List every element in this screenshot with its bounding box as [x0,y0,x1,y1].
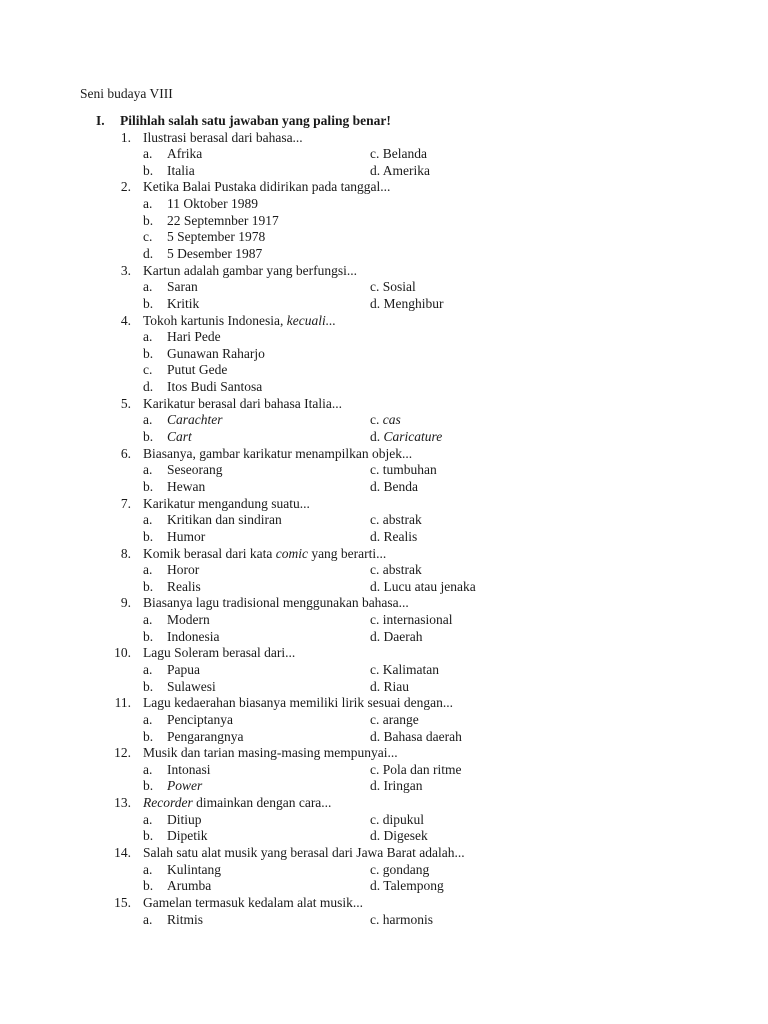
question-text-part: yang berarti... [307,545,387,561]
option-letter: b. [143,345,154,361]
question-row [0,446,768,463]
option-letter: b. [143,828,154,844]
question-item [0,695,768,745]
option-row [0,379,768,396]
option-text-part: Ditiup [167,811,202,827]
question-text [143,263,357,280]
option-text-part: Hari Pede [167,329,221,345]
option-text-part: Daerah [383,628,423,644]
option-row [0,579,768,596]
option-letter: d. [370,678,381,694]
option-letter: b. [143,578,154,594]
question-text-part: Kartun adalah gambar yang berfungsi... [143,262,358,278]
option-right [370,279,416,296]
option-row [0,146,768,163]
option-text [167,778,202,795]
option-letter: d. [370,728,381,744]
option-row [0,279,768,296]
option-text-part: Hewan [167,478,206,494]
option-text [167,679,216,696]
option-text [167,163,195,180]
option-row [0,729,768,746]
option-letter: a. [143,861,153,877]
option-right [370,529,417,546]
option-text [167,529,205,546]
option-text-part: Digesek [383,828,428,844]
option-text-part: Sosial [382,279,416,295]
option-letter: c. [370,512,380,528]
option-letter: c. [370,412,380,428]
option-text-part: 5 Desember 1987 [167,245,263,261]
option-right [370,712,419,729]
option-text [167,912,203,929]
option-text-part: Italia [167,162,195,178]
option-text [167,612,210,629]
question-row [0,895,768,912]
question-text-part: Musik dan tarian masing-masing mempunyai... [143,745,398,761]
option-text-part: Amerika [382,162,430,178]
question-text-part: kecuali... [286,312,336,328]
option-text [167,512,282,529]
option-letter: d. [143,245,154,261]
option-letter: d. [370,878,381,894]
option-letter: d. [370,528,381,544]
option-text-part: 11 Oktober 1989 [167,196,258,212]
option-letter: d. [370,295,381,311]
question-row [0,130,768,147]
option-letter: a. [143,761,153,777]
question-text-part: dimainkan dengan cara... [192,795,332,811]
question-item [0,179,768,262]
option-letter: b. [143,212,154,228]
option-row [0,662,768,679]
option-text-part: Arumba [167,878,212,894]
question-item [0,546,768,596]
option-text-part: abstrak [382,562,422,578]
question-row [0,845,768,862]
option-letter: c. [370,761,380,777]
option-text-part: internasional [382,612,453,628]
option-text [167,229,265,246]
question-text [143,313,336,330]
question-item [0,845,768,895]
option-letter: b. [143,478,154,494]
option-row [0,479,768,496]
option-letter: c. [143,362,153,378]
question-text [143,179,390,196]
option-row [0,296,768,313]
question-number: 10. [114,645,131,661]
option-letter: b. [143,778,154,794]
question-text-part: Komik berasal dari kata [143,545,276,561]
option-text-part: Riau [383,678,409,694]
option-row [0,346,768,363]
option-letter: a. [143,911,153,927]
question-text-part: Biasanya lagu tradisional menggunakan bahasa... [143,595,409,611]
option-letter: d. [370,628,381,644]
option-text-part: cas [382,412,401,428]
option-text-part: Modern [167,612,210,628]
option-text-part: Gunawan Raharjo [167,345,265,361]
option-text-part: Menghibur [383,295,444,311]
question-number: 15. [114,894,131,910]
option-row [0,462,768,479]
question-item [0,446,768,496]
option-letter: c. [370,861,380,877]
option-text-part: Kritikan dan sindiran [167,512,282,528]
option-letter: d. [370,778,381,794]
option-text [167,762,211,779]
question-text-part: Lagu kedaerahan biasanya memiliki lirik sesuai dengan... [143,695,454,711]
option-right [370,412,401,429]
question-text-part: Ketika Balai Pustaka didirikan pada tanggal... [143,179,391,195]
option-right [370,812,424,829]
option-right [370,163,430,180]
question-item [0,130,768,180]
question-number: 8. [120,545,131,561]
question-row [0,695,768,712]
question-item [0,795,768,845]
option-text-part: abstrak [382,512,422,528]
option-row [0,629,768,646]
option-row [0,429,768,446]
option-right [370,662,439,679]
question-text [143,446,412,463]
option-text-part: Belanda [382,146,427,162]
option-text-part: Intonasi [167,761,211,777]
page-title: Seni budaya VIII [80,86,173,101]
question-text [143,496,310,513]
option-text [167,146,202,163]
option-right [370,462,437,479]
option-row [0,163,768,180]
question-text [143,595,409,612]
question-number: 9. [120,595,131,611]
option-letter: d. [370,478,381,494]
question-row [0,263,768,280]
option-text [167,346,265,363]
option-letter: d. [143,379,154,395]
question-number: 6. [120,445,131,461]
question-item [0,645,768,695]
option-right [370,828,428,845]
option-text [167,296,199,313]
option-right [370,912,433,929]
option-letter: c. [370,562,380,578]
option-text-part: gondang [382,861,430,877]
option-row [0,712,768,729]
question-item [0,745,768,795]
option-letter: d. [370,429,381,445]
option-row [0,862,768,879]
option-letter: c. [370,662,380,677]
option-letter: a. [143,462,153,478]
option-text-part: Sulawesi [167,678,216,694]
option-row [0,812,768,829]
option-right [370,579,476,596]
option-text [167,246,262,263]
option-text-part: 22 Septemnber 1917 [167,212,279,228]
option-text [167,429,192,446]
option-text-part: Kulintang [167,861,221,877]
option-letter: a. [143,329,153,345]
option-text-part: Afrika [167,146,203,162]
question-item [0,263,768,313]
question-text-part: Biasanya, gambar karikatur menampilkan objek... [143,445,413,461]
option-text [167,712,233,729]
option-letter: b. [143,528,154,544]
option-letter: b. [143,878,154,894]
option-text-part: Indonesia [167,628,220,644]
option-text [167,379,262,396]
option-letter: b. [143,628,154,644]
question-number: 13. [114,795,131,811]
option-letter: b. [143,678,154,694]
option-right [370,562,422,579]
option-text-part: Realis [383,528,418,544]
option-text-part: Caricature [383,429,443,445]
option-text-part: Kalimatan [382,662,439,677]
option-text [167,729,243,746]
option-row [0,912,768,929]
option-text [167,562,199,579]
option-right [370,778,422,795]
option-letter: a. [143,146,153,162]
option-letter: a. [143,196,153,212]
question-text [143,130,303,147]
question-item [0,313,768,396]
question-number: 11. [114,695,131,711]
option-row [0,412,768,429]
option-letter: a. [143,512,153,528]
option-letter: c. [370,279,380,295]
option-letter: c. [143,229,153,245]
option-letter: d. [370,162,381,178]
question-row [0,546,768,563]
option-right [370,862,429,879]
option-right [370,296,444,313]
option-text [167,279,198,296]
option-letter: c. [370,811,380,827]
option-letter: d. [370,578,381,594]
option-row [0,679,768,696]
option-letter: a. [143,811,153,827]
option-text-part: Dipetik [167,828,208,844]
option-row [0,229,768,246]
option-text-part: Carachter [167,412,223,428]
question-row [0,396,768,413]
option-right [370,762,461,779]
question-row [0,745,768,762]
option-text [167,812,202,829]
option-text-part: Pengarangnya [167,728,244,744]
option-text [167,862,221,879]
option-right [370,629,422,646]
option-row [0,196,768,213]
option-row [0,246,768,263]
question-item [0,396,768,446]
option-text-part: 5 September 1978 [167,229,266,245]
option-right [370,429,442,446]
option-row [0,529,768,546]
option-letter: a. [143,279,153,295]
question-text [143,845,465,862]
question-row [0,595,768,612]
option-row [0,213,768,230]
option-letter: b. [143,295,154,311]
option-text [167,462,222,479]
option-letter: c. [370,711,380,727]
option-text-part: Seseorang [167,462,223,478]
question-number: 1. [120,129,131,145]
option-letter: c. [370,911,380,927]
question-text [143,745,398,762]
question-row [0,496,768,513]
option-text-part: arange [382,711,419,727]
instruction-text: Pilihlah salah satu jawaban yang paling benar! [120,113,391,128]
option-row [0,329,768,346]
question-item [0,895,768,928]
option-letter: c. [370,612,380,628]
option-right [370,878,444,895]
option-text [167,828,208,845]
question-list [0,130,768,929]
option-text-part: Kritik [167,295,200,311]
question-number: 5. [120,395,131,411]
option-text [167,579,201,596]
section-number: I. [96,113,105,128]
option-row [0,512,768,529]
option-text [167,329,221,346]
option-text-part: Lucu atau jenaka [383,578,476,594]
question-text-part: Ilustrasi berasal dari bahasa... [143,129,303,145]
question-row [0,645,768,662]
option-right [370,679,409,696]
option-letter: a. [143,612,153,628]
option-letter: b. [143,429,154,445]
option-text-part: harmonis [382,911,433,927]
option-text-part: Ritmis [167,911,204,927]
question-number: 12. [114,745,131,761]
option-text-part: Bahasa daerah [383,728,462,744]
question-number: 14. [114,845,131,861]
option-text [167,412,223,429]
option-letter: c. [370,462,380,478]
question-text-part: Gamelan termasuk kedalam alat musik... [143,894,364,910]
option-text-part: Itos Budi Santosa [167,379,263,395]
option-row [0,362,768,379]
question-text-part: Salah satu alat musik yang berasal dari Jawa Barat adalah... [143,845,465,861]
option-letter: b. [143,728,154,744]
option-text-part: Papua [167,662,200,677]
option-text [167,629,219,646]
question-text [143,645,295,662]
option-text-part: Talempong [383,878,444,894]
option-text [167,213,279,230]
option-text-part: dipukul [382,811,425,827]
option-text-part: Pola dan ritme [382,761,462,777]
option-letter: d. [370,828,381,844]
question-text [143,895,363,912]
question-row [0,313,768,330]
question-number: 3. [120,262,131,278]
option-letter: a. [143,412,153,428]
option-text-part: Penciptanya [167,711,233,727]
option-row [0,828,768,845]
question-text-part: comic [275,545,308,561]
option-text-part: Saran [167,279,198,295]
option-text-part: Cart [167,429,192,445]
question-text [143,396,342,413]
question-text [143,795,331,812]
option-text-part: Putut Gede [167,362,228,378]
question-row [0,795,768,812]
option-text [167,878,211,895]
question-text-part: Tokoh kartunis Indonesia, [143,312,287,328]
option-text [167,196,258,213]
option-text-part: Iringan [383,778,423,794]
option-letter: a. [143,562,153,578]
question-number: 2. [120,179,131,195]
option-letter: a. [143,662,153,677]
option-row [0,612,768,629]
option-right [370,512,422,529]
option-text-part: Power [167,778,203,794]
option-row [0,762,768,779]
question-item [0,496,768,546]
option-right [370,479,418,496]
option-row [0,562,768,579]
question-text [143,546,386,563]
option-right [370,612,452,629]
question-text-part: Karikatur berasal dari bahasa Italia... [143,395,343,411]
question-text-part: Karikatur mengandung suatu... [143,495,310,511]
question-text-part: Lagu Soleram berasal dari... [143,645,296,661]
question-row [0,179,768,196]
option-letter: c. [370,146,380,162]
option-text [167,362,227,379]
question-text-part: Recorder [143,795,193,811]
question-item [0,595,768,645]
question-number: 7. [120,495,131,511]
option-text-part: Humor [167,528,206,544]
option-right [370,146,427,163]
option-right [370,729,462,746]
question-number: 4. [120,312,131,328]
option-letter: a. [143,711,153,727]
option-letter: b. [143,162,154,178]
option-text [167,479,205,496]
option-row [0,778,768,795]
option-text-part: Benda [383,478,418,494]
option-text-part: Horor [167,562,200,578]
option-row [0,878,768,895]
question-text [143,695,453,712]
option-text-part: tumbuhan [382,462,437,478]
option-text [167,662,200,679]
option-text-part: Realis [167,578,201,594]
